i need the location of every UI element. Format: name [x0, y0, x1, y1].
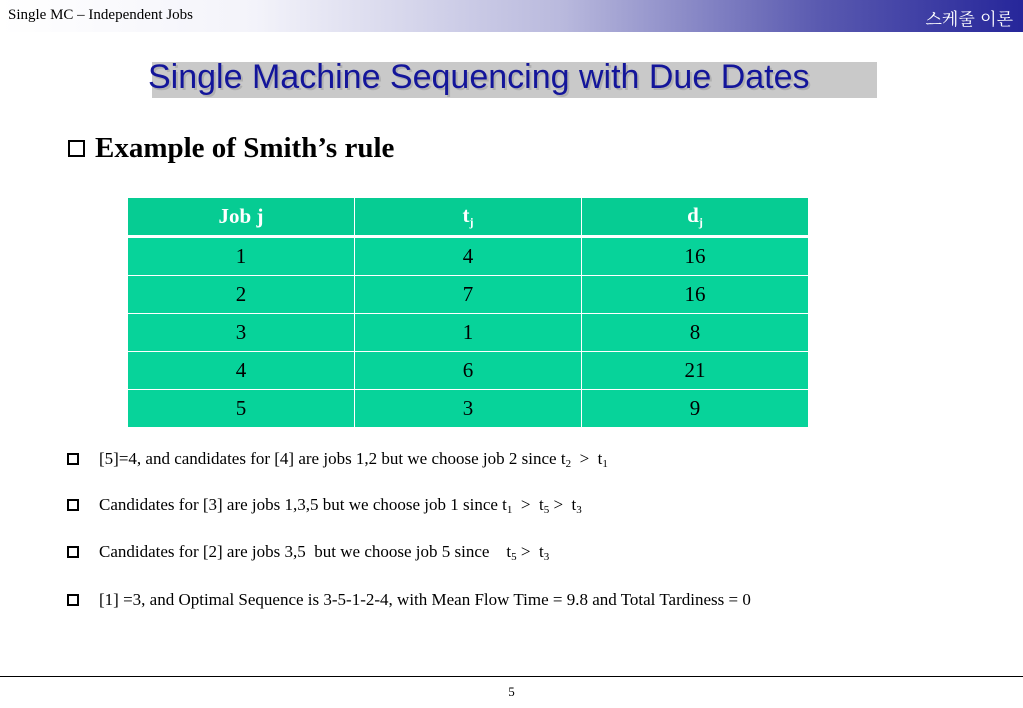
bullet-text — [99, 449, 608, 470]
checkbox-bullet-icon — [67, 453, 79, 465]
bullet-2-mid-1: > t — [512, 495, 544, 514]
jobs-table — [127, 197, 809, 428]
cell-d: 16 — [582, 237, 809, 276]
table-row — [128, 237, 809, 276]
footer-divider — [0, 676, 1023, 677]
cell-d: 8 — [582, 314, 809, 352]
header-course-title: Single MC – Independent Jobs — [8, 7, 193, 23]
checkbox-bullet-icon — [68, 140, 85, 157]
bullet-3-sub-2: 3 — [543, 551, 550, 563]
cell-d: 9 — [582, 390, 809, 428]
bullet-point-2 — [67, 495, 582, 516]
table-row — [128, 314, 809, 352]
page-number: 5 — [508, 684, 515, 699]
header-t-sub: j — [469, 215, 474, 229]
header-d-main: d — [687, 203, 699, 227]
section-heading-text: Example of Smith’s rule — [95, 132, 395, 164]
bullet-1-text: [5]=4, and candidates for [4] are jobs 1,2 but we choose job 2 since t — [99, 449, 566, 468]
table-row — [128, 276, 809, 314]
cell-job: 1 — [128, 237, 355, 276]
header-processing-time — [355, 198, 582, 237]
cell-t: 7 — [355, 276, 582, 314]
bullet-2-text: Candidates for [3] are jobs 1,3,5 but we choose job 1 since t — [99, 495, 507, 514]
cell-t: 6 — [355, 352, 582, 390]
cell-t: 1 — [355, 314, 582, 352]
header-due-date — [582, 198, 809, 237]
bullet-1-mid-1: > t — [571, 449, 603, 468]
bullet-text — [99, 542, 549, 563]
bullet-2-mid-2: > t — [549, 495, 577, 514]
bullet-1-sub-1: 2 — [565, 458, 572, 470]
cell-job: 4 — [128, 352, 355, 390]
header-subject: 스케줄 이론 — [925, 10, 1013, 30]
bullet-3-mid-1: > t — [516, 542, 544, 561]
bullet-2-sub-1: 1 — [506, 504, 513, 516]
section-heading — [68, 132, 394, 165]
cell-job: 2 — [128, 276, 355, 314]
cell-d: 21 — [582, 352, 809, 390]
cell-job: 5 — [128, 390, 355, 428]
page-title: Single Machine Sequencing with Due Dates — [148, 58, 810, 96]
bullet-point-4 — [67, 590, 751, 610]
table-row — [128, 352, 809, 390]
header-bar — [0, 0, 1023, 32]
checkbox-bullet-icon — [67, 594, 79, 606]
bullet-2-sub-3: 3 — [576, 504, 582, 516]
bullet-text — [99, 495, 582, 516]
table-header-row — [128, 198, 809, 237]
bullet-1-sub-2: 1 — [602, 458, 608, 470]
bullet-3-sub-1: 5 — [511, 551, 517, 563]
checkbox-bullet-icon — [67, 499, 79, 511]
header-t-main: t — [462, 203, 470, 227]
bullet-4-text: [1] =3, and Optimal Sequence is 3-5-1-2-4, with Mean Flow Time = 9.8 and Total Tardiness = 0 — [99, 590, 751, 609]
bullet-point-1 — [67, 449, 608, 470]
checkbox-bullet-icon — [67, 546, 79, 558]
bullet-2-sub-2: 5 — [543, 504, 550, 516]
cell-d: 16 — [582, 276, 809, 314]
bullet-3-text: Candidates for [2] are jobs 3,5 but we choose job 5 since t — [99, 542, 512, 561]
table-row — [128, 390, 809, 428]
header-d-sub: j — [698, 215, 703, 229]
cell-t: 3 — [355, 390, 582, 428]
cell-job: 3 — [128, 314, 355, 352]
title-block — [148, 57, 810, 97]
header-job: Job j — [128, 198, 355, 237]
bullet-point-3 — [67, 542, 549, 563]
cell-t: 4 — [355, 237, 582, 276]
